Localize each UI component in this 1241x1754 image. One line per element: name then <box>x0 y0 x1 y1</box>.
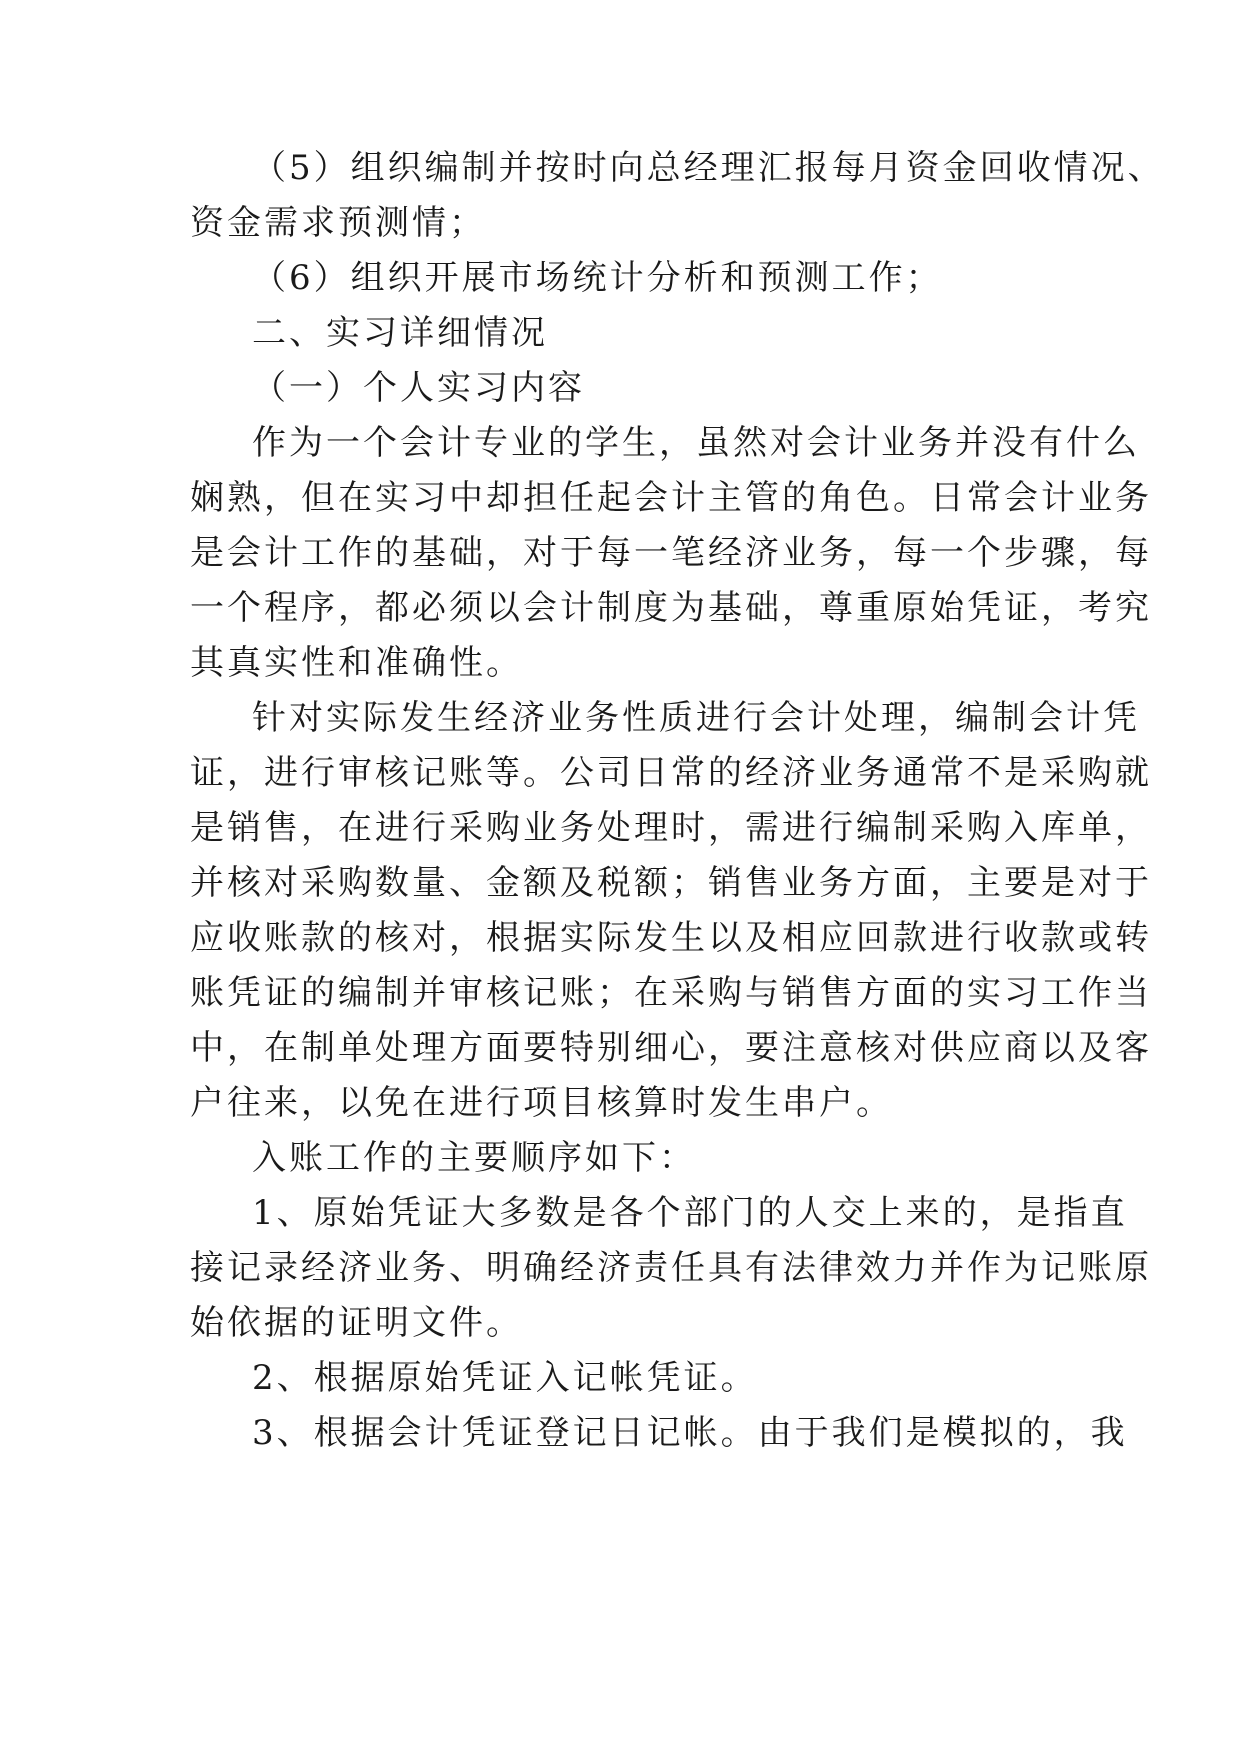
text-line: 1、原始凭证大多数是各个部门的人交上来的，是指直 <box>252 1193 1128 1233</box>
text-line: 中，在制单处理方面要特别细心，要注意核对供应商以及客 <box>190 1028 1152 1068</box>
text-line: 户往来，以免在进行项目核算时发生串户。 <box>190 1083 893 1123</box>
text-line: 是会计工作的基础，对于每一笔经济业务，每一个步骤，每 <box>190 533 1152 573</box>
text-line: 作为一个会计专业的学生，虽然对会计业务并没有什么 <box>252 423 1140 463</box>
subsection-heading: （一）个人实习内容 <box>252 368 585 408</box>
text-line: 2、根据原始凭证入记帐凭证。 <box>252 1358 758 1398</box>
text-line: 入账工作的主要顺序如下： <box>252 1138 696 1178</box>
text-line: 资金需求预测情； <box>190 203 486 243</box>
text-line: 应收账款的核对，根据实际发生以及相应回款进行收款或转 <box>190 918 1152 958</box>
text-line: 始依据的证明文件。 <box>190 1303 523 1343</box>
text-line: （5）组织编制并按时向总经理汇报每月资金回收情况、 <box>252 148 1165 188</box>
text-line: 账凭证的编制并审核记账；在采购与销售方面的实习工作当 <box>190 973 1152 1013</box>
text-line: 针对实际发生经济业务性质进行会计处理，编制会计凭 <box>252 698 1140 738</box>
text-line: 娴熟，但在实习中却担任起会计主管的角色。日常会计业务 <box>190 478 1152 518</box>
text-line: 接记录经济业务、明确经济责任具有法律效力并作为记账原 <box>190 1248 1152 1288</box>
text-line: 其真实性和准确性。 <box>190 643 523 683</box>
section-heading: 二、实习详细情况 <box>252 313 548 353</box>
text-line: （6）组织开展市场统计分析和预测工作； <box>252 258 943 298</box>
text-line: 并核对采购数量、金额及税额；销售业务方面，主要是对于 <box>190 863 1152 903</box>
text-line: 一个程序，都必须以会计制度为基础，尊重原始凭证，考究 <box>190 588 1152 628</box>
text-line: 证，进行审核记账等。公司日常的经济业务通常不是采购就 <box>190 753 1152 793</box>
text-line: 是销售，在进行采购业务处理时，需进行编制采购入库单， <box>190 808 1152 848</box>
text-line: 3、根据会计凭证登记日记帐。由于我们是模拟的，我 <box>252 1413 1128 1453</box>
